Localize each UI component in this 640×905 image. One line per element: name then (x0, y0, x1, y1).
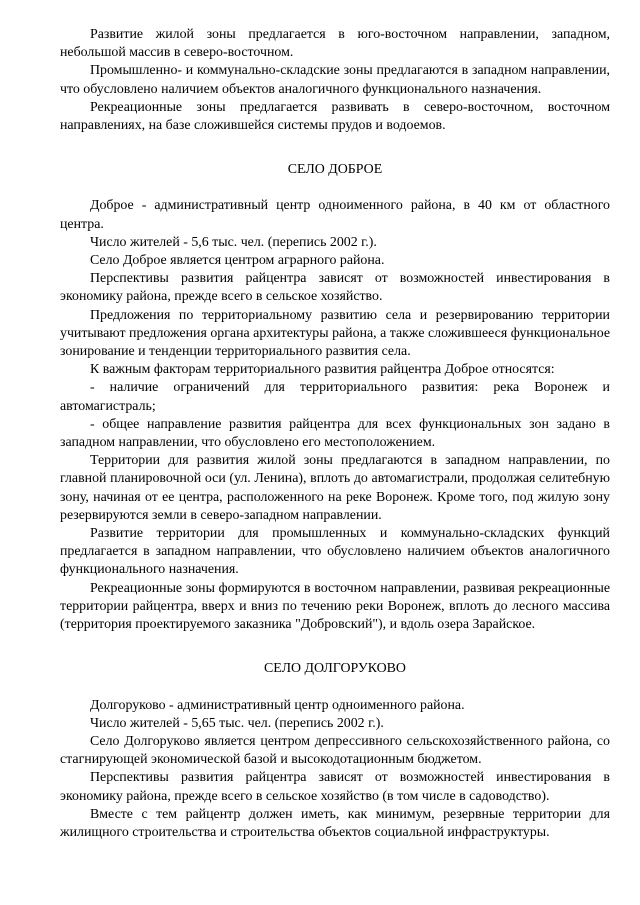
paragraph: Перспективы развития райцентра зависят от возможностей инвестирования в экономику района, прежде всего в сельское хозяйство (в том числе в садоводство). (60, 770, 610, 804)
section-heading-dobroe: СЕЛО ДОБРОЕ (287, 162, 383, 178)
list-item: - наличие ограничений для территориального развития: река Воронеж и автомагистраль; (60, 380, 610, 414)
paragraph: Вместе с тем райцентр должен иметь, как минимум, резервные территории для жилищного строительства и строительства объектов социальной инфраструктуры. (60, 806, 610, 840)
paragraph: Доброе - административный центр одноименного района, в 40 км от областного центра. (60, 198, 610, 232)
paragraph: Рекреационные зоны формируются в восточном направлении, развивая рекреационные территории райцентра, вверх и вниз по течению реки Воронеж, вплоть до лесного массива (территория проектируемого заказника "Добровский"), и вдоль озера Зарайское. (60, 580, 610, 633)
paragraph: Село Доброе является центром аграрного района. (90, 253, 385, 269)
section-dobroe (60, 197, 610, 634)
document-page (60, 26, 610, 842)
paragraph: Предложения по территориальному развитию села и резервированию территории учитывают предложения органа архитектуры района, а также сложившееся функциональное зонирование и тенденции территориального развития села. (60, 307, 610, 360)
list-item: - общее направление развития райцентра для всех функциональных зон задано в западном направлении, что обусловлено его местоположением. (60, 416, 610, 451)
paragraph: Число жителей - 5,65 тыс. чел. (перепись 2002 г.). (90, 715, 384, 731)
paragraph: Развитие жилой зоны предлагается в юго-восточном направлении, западном, небольшой массив в северо-восточном. (60, 27, 610, 61)
paragraph: Долгоруково - административный центр одноименного района. (90, 697, 465, 713)
paragraph: К важным факторам территориального развития райцентра Доброе относятся: (90, 362, 555, 378)
paragraph: Число жителей - 5,6 тыс. чел. (перепись 2002 г.). (90, 234, 377, 250)
paragraph: Перспективы развития райцентра зависят от возможностей инвестирования в экономику района, прежде всего в сельское хозяйство. (60, 271, 610, 305)
paragraph: Развитие территории для промышленных и коммунально-складских функций предлагается в западном направлении, что обусловлено наличием объектов аналогичного функционального назначения. (60, 526, 610, 578)
section-top (60, 26, 610, 135)
paragraph: Село Долгоруково является центром депрессивного сельскохозяйственного района, со стагнирующей экономической базой и высокодотационным бюджетом. (60, 733, 610, 768)
paragraph: Территории для развития жилой зоны предлагаются в западном направлении, по главной планировочной оси (ул. Ленина), вплоть до автомагистрали, продолжая селитебную зону, начиная от ее центра, расположенного на реке Воронеж. Кроме того, под жилую зону резервируются земли в северо-западном направлении. (60, 453, 610, 523)
paragraph: Рекреационные зоны предлагается развивать в северо-восточном, восточном направлениях, на базе сложившейся системы прудов и водоемов. (60, 99, 610, 134)
paragraph: Промышленно- и коммунально-складские зоны предлагаются в западном направлении, что обусловлено наличием объектов аналогичного функционального назначения. (60, 63, 610, 97)
section-heading-dolgorukovo: СЕЛО ДОЛГОРУКОВО (264, 661, 406, 677)
section-dolgorukovo (60, 697, 610, 843)
